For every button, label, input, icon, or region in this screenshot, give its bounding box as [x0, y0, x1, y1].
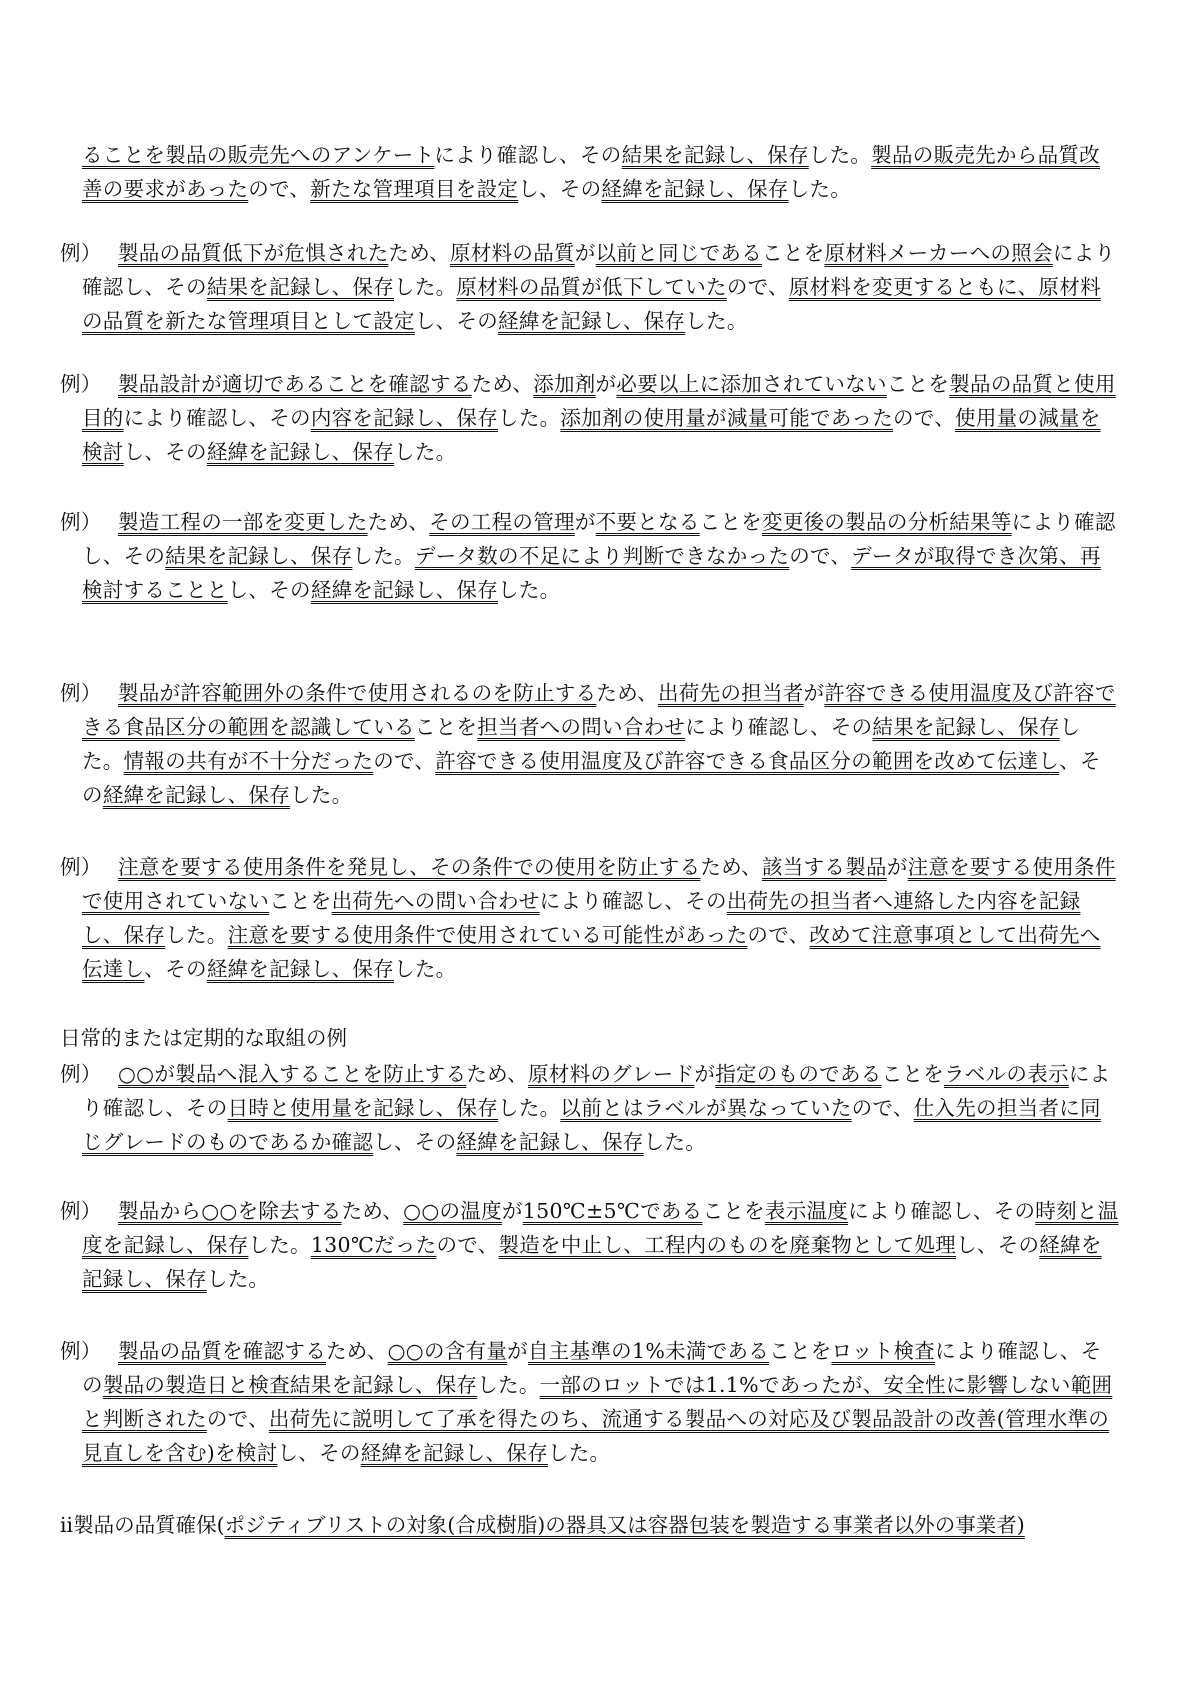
example-paragraph-1: 例） 製品の品質低下が危惧されたため、原材料の品質が以前と同じであることを原材料メーカーへの照会により確認し、その結果を記録し、保存した。原材料の品質が低下していたので、原材料を変更するともに、原材料の品質を新たな管理項目として設定し、その経緯を記録し、保存した。 [60, 236, 1120, 338]
example-paragraph-3: 例） 製造工程の一部を変更したため、その工程の管理が不要となることを変更後の製品の分析結果等により確認し、その結果を記録し、保存した。データ数の不足により判断できなかったので、データが取得でき次第、再検討することとし、その経緯を記録し、保存した。 [60, 505, 1120, 607]
example-paragraph-5: 例） 注意を要する使用条件を発見し、その条件での使用を防止するため、該当する製品が注意を要する使用条件で使用されていないことを出荷先への問い合わせにより確認し、その出荷先の担当者へ連絡した内容を記録し、保存した。注意を要する使用条件で使用されている可能性があったので、改めて注意事項として出荷先へ伝達し、その経緯を記録し、保存した。 [60, 850, 1120, 986]
example-paragraph-continued: ることを製品の販売先へのアンケートにより確認し、その結果を記録し、保存した。製品の販売先から品質改善の要求があったので、新たな管理項目を設定し、その経緯を記録し、保存した。 [82, 143, 1100, 201]
section-subheading: ii製品の品質確保(ポジティブリストの対象(合成樹脂)の器具又は容器包装を製造する事業者以外の事業者) [60, 1513, 1025, 1537]
example-paragraph-8: 例） 製品の品質を確認するため、○○の含有量が自主基準の1%未満であることをロット検査により確認し、その製品の製造日と検査結果を記録し、保存した。一部のロットでは1.1%であったが、安全性に影響しない範囲と判断されたので、出荷先に説明して了承を得たのち、流通する製品への対応及び製品設計の改善(管理水準の見直しを含む)を検討し、その経緯を記録し、保存した。 [60, 1334, 1120, 1470]
example-label: 例） [60, 1062, 102, 1086]
example-label: 例） [60, 681, 102, 705]
example-label: 例） [60, 1339, 102, 1363]
example-paragraph-2: 例） 製品設計が適切であることを確認するため、添加剤が必要以上に添加されていないことを製品の品質と使用目的により確認し、その内容を記録し、保存した。添加剤の使用量が減量可能であったので、使用量の減量を検討し、その経緯を記録し、保存した。 [60, 367, 1120, 469]
underlined-phrase: ることを製品の販売先へのアンケート [82, 143, 435, 167]
underlined-phrase: 結果を記録し、保存 [621, 143, 809, 167]
example-paragraph-4: 例） 製品が許容範囲外の条件で使用されるのを防止するため、出荷先の担当者が許容できる使用温度及び許容できる食品区分の範囲を認識していることを担当者への問い合わせにより確認し、その結果を記録し、保存した。情報の共有が不十分だったので、許容できる使用温度及び許容できる食品区分の範囲を改めて伝達し、その経緯を記録し、保存した。 [60, 676, 1120, 812]
section-heading: 日常的または定期的な取組の例 [60, 1026, 347, 1050]
underlined-phrase: 経緯を記録し、保存 [601, 177, 789, 201]
underlined-phrase: 新たな管理項目を設定 [310, 177, 519, 201]
example-paragraph-7: 例） 製品から○○を除去するため、○○の温度が150℃±5℃であることを表示温度により確認し、その時刻と温度を記録し、保存した。130℃だったので、製造を中止し、工程内のものを廃棄物として処理し、その経緯を記録し、保存した。 [60, 1194, 1120, 1296]
example-paragraph-6: 例） ○○が製品へ混入することを防止するため、原材料のグレードが指定のものであることをラベルの表示により確認し、その日時と使用量を記録し、保存した。以前とはラベルが異なっていたので、仕入先の担当者に同じグレードのものであるか確認し、その経緯を記録し、保存した。 [60, 1057, 1120, 1159]
underlined-phrase: 製品の販売先から品質改善の要求があった [82, 143, 1100, 201]
example-label: 例） [60, 1199, 102, 1223]
example-label: 例） [60, 855, 102, 879]
example-label: 例） [60, 372, 102, 396]
example-label: 例） [60, 510, 102, 534]
example-label: 例） [60, 241, 102, 265]
